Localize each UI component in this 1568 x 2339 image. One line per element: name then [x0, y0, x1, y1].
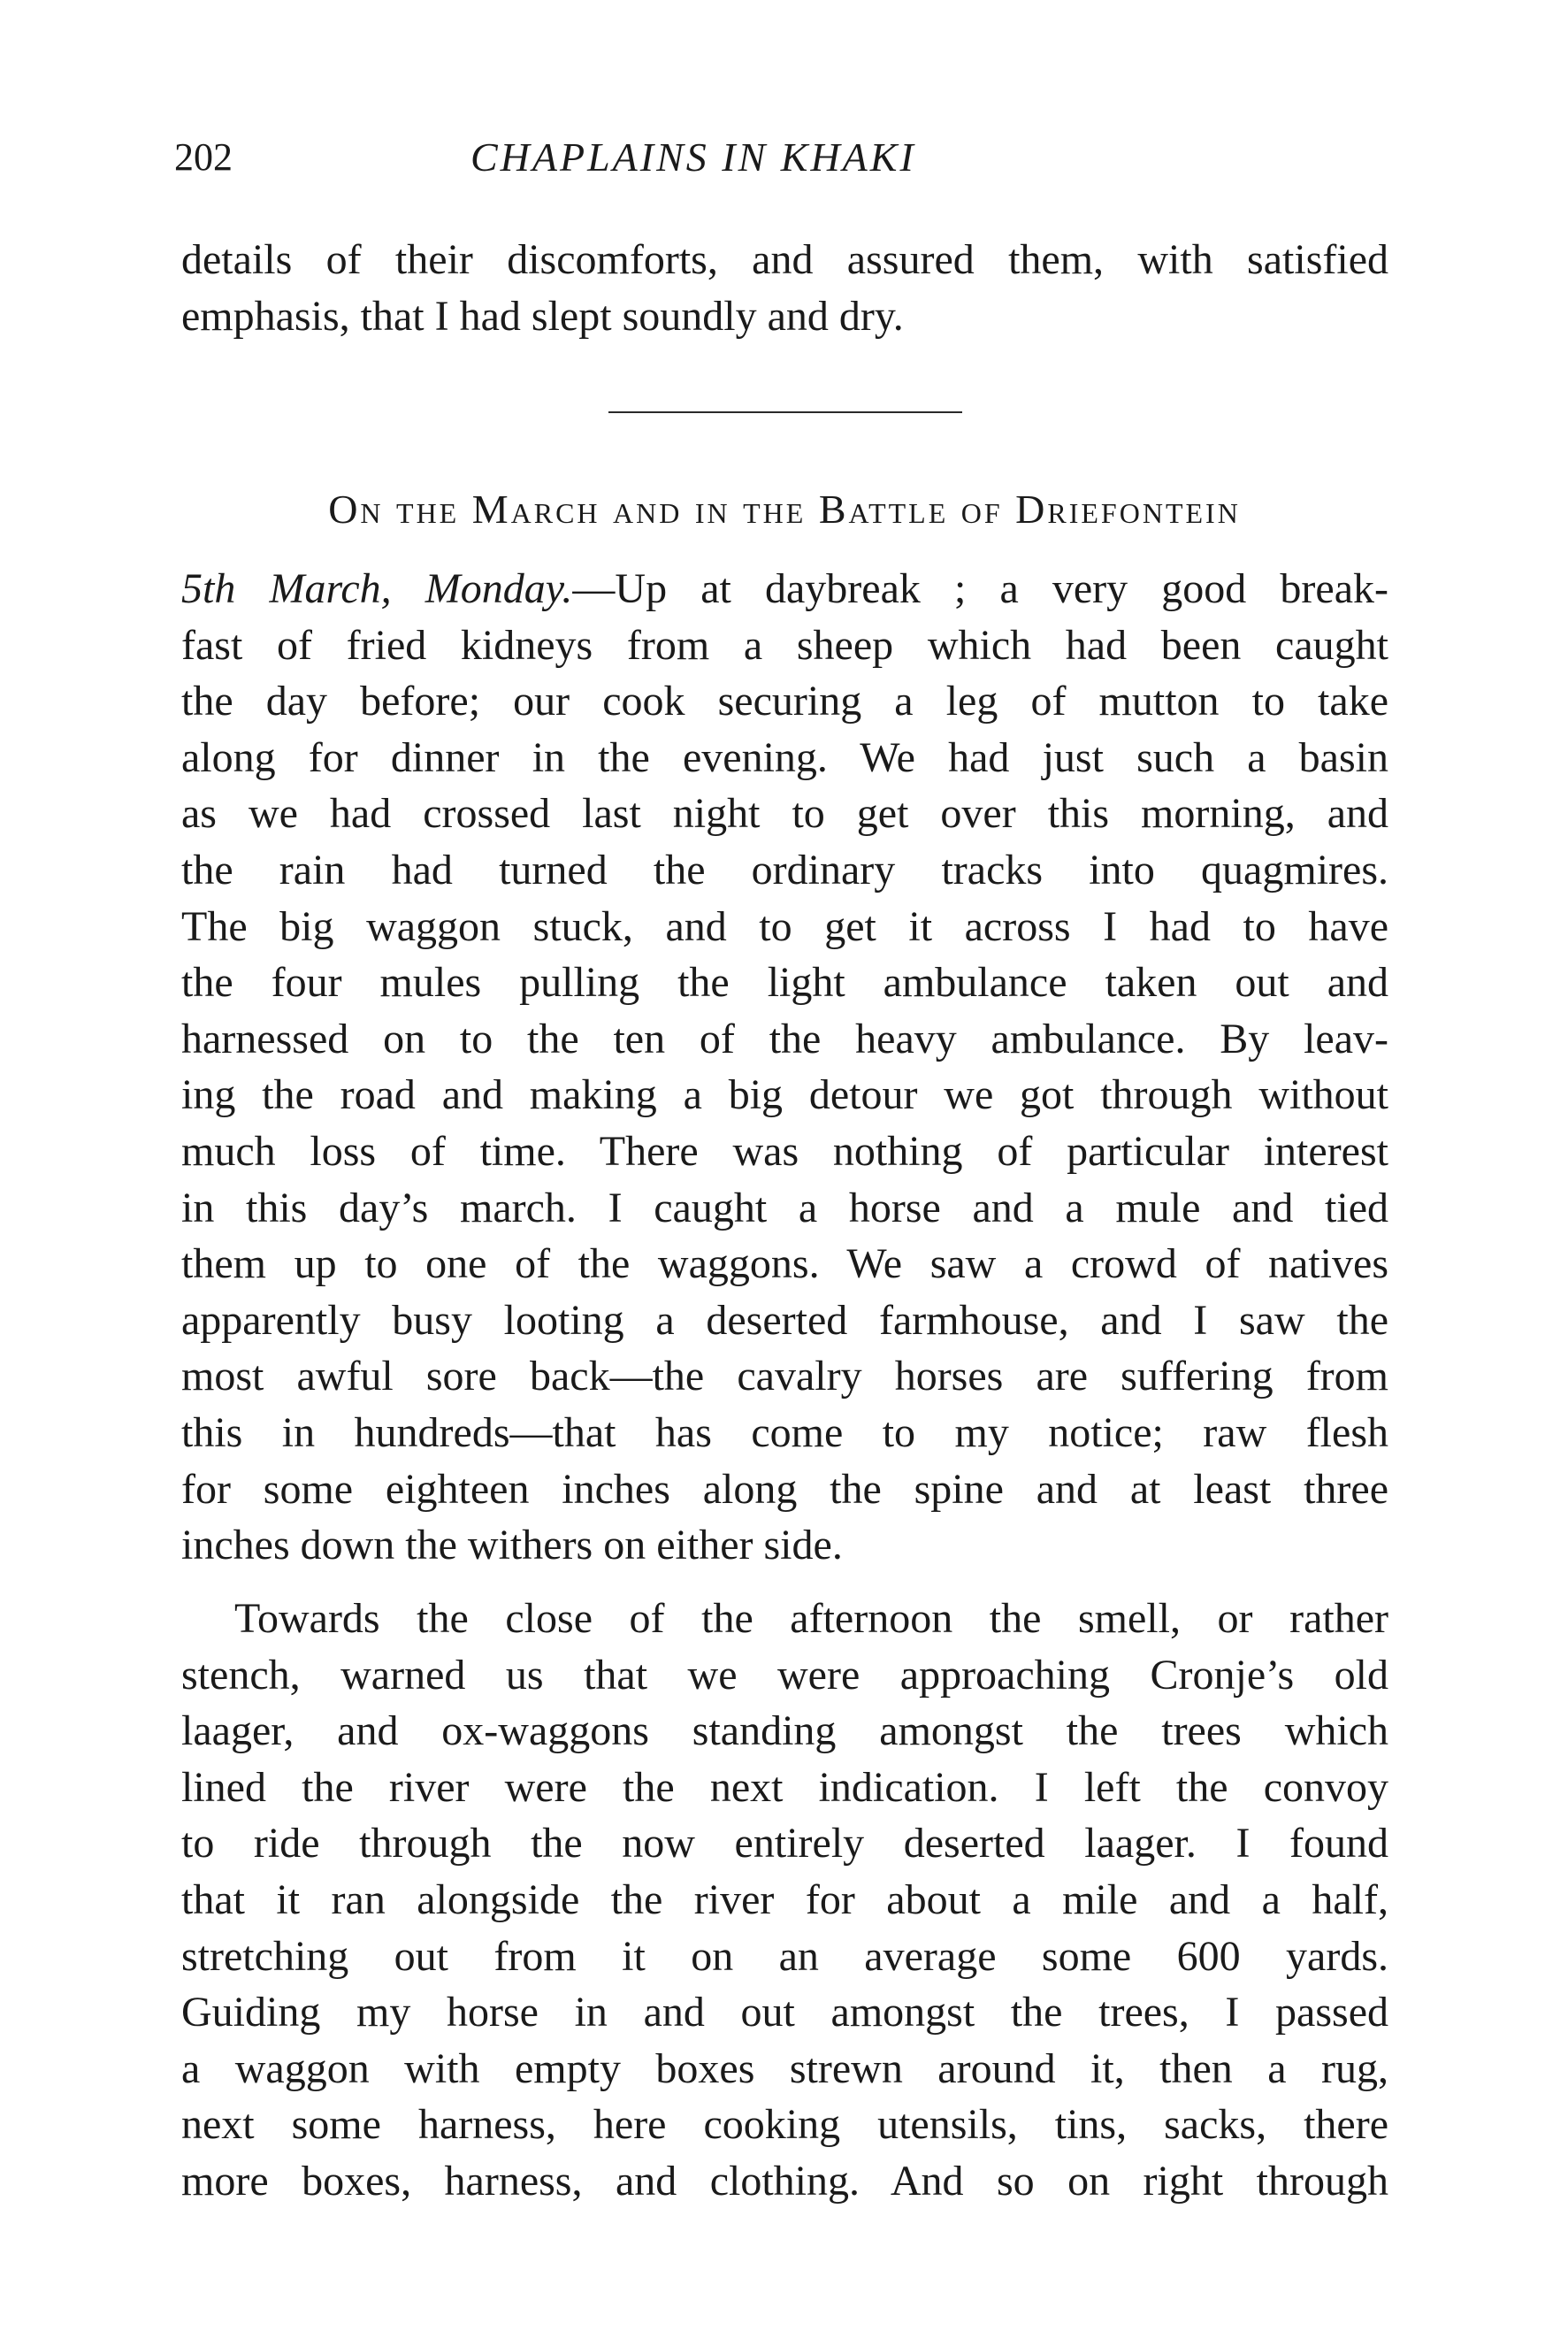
- page-number: 202: [174, 135, 233, 179]
- text-line: much loss of time. There was nothing of particular interest: [181, 1127, 1388, 1175]
- text-line: this in hundreds—that has come to my notice; raw flesh: [181, 1408, 1388, 1456]
- text-line: in this day’s march. I caught a horse and a mule and tied: [181, 1184, 1388, 1231]
- text-line: that it ran alongside the river for about a mile and a half,: [181, 1875, 1388, 1923]
- text-line: inches down the withers on either side.: [181, 1522, 843, 1569]
- text-line: the rain had turned the ordinary tracks into quagmires.: [181, 846, 1388, 893]
- date-lead: 5th March, Monday.: [181, 565, 573, 612]
- text-line: them up to one of the waggons. We saw a crowd of natives: [181, 1240, 1388, 1288]
- text-line: laager, and ox-waggons standing amongst the trees which: [181, 1707, 1388, 1755]
- text-line: emphasis, that I had slept soundly and dry.: [181, 292, 904, 340]
- text-line: [181, 561, 1388, 617]
- text-line: fast of fried kidneys from a sheep which had been caught: [181, 621, 1388, 669]
- text-line: more boxes, harness, and clothing. And so on right through: [181, 2157, 1388, 2205]
- text-line: ing the road and making a big detour we got through without: [181, 1071, 1388, 1119]
- text-line: for some eighteen inches along the spine and at least three: [181, 1465, 1388, 1513]
- paragraph-3: [181, 1591, 1388, 2210]
- text-line: lined the river were the next indication. I left the convoy: [181, 1763, 1388, 1811]
- text-line: most awful sore back—the cavalry horses are suffering from: [181, 1353, 1388, 1400]
- text-line: apparently busy looting a deserted farmhouse, and I saw the: [181, 1296, 1388, 1344]
- text-line: Towards the close of the afternoon the smell, or rather: [234, 1595, 1388, 1642]
- text-line: along for dinner in the evening. We had just such a basin: [181, 733, 1388, 781]
- text-line: next some harness, here cooking utensils, tins, sacks, there: [181, 2101, 1388, 2149]
- paragraph-2: [181, 561, 1388, 1574]
- text-line: harnessed on to the ten of the heavy ambulance. By leav-: [181, 1015, 1388, 1062]
- text-line: stretching out from it on an average some 600 yards.: [181, 1932, 1388, 1980]
- text-line: details of their discomforts, and assured them, with satisfied: [181, 236, 1388, 283]
- text-fragment: —Up at daybreak ; a very good break-: [572, 565, 1388, 612]
- text-line: The big waggon stuck, and to get it across I had to have: [181, 902, 1388, 950]
- text-line: Guiding my horse in and out amongst the trees, I passed: [181, 1989, 1388, 2036]
- text-line: a waggon with empty boxes strewn around it, then a rug,: [181, 2044, 1388, 2092]
- paragraph-1: [181, 232, 1388, 344]
- running-title: CHAPLAINS IN KHAKI: [470, 134, 916, 180]
- section-heading: On the March and in the Battle of Driefontein: [328, 487, 1241, 532]
- text-line: stench, warned us that we were approaching Cronje’s old: [181, 1651, 1388, 1699]
- text-line: to ride through the now entirely deserted laager. I found: [181, 1820, 1388, 1867]
- text-line: the day before; our cook securing a leg of mutton to take: [181, 678, 1388, 725]
- running-head: [174, 131, 1395, 184]
- section-divider: [608, 411, 962, 413]
- text-line: the four mules pulling the light ambulance taken out and: [181, 959, 1388, 1007]
- text-line: as we had crossed last night to get over this morning, and: [181, 790, 1388, 838]
